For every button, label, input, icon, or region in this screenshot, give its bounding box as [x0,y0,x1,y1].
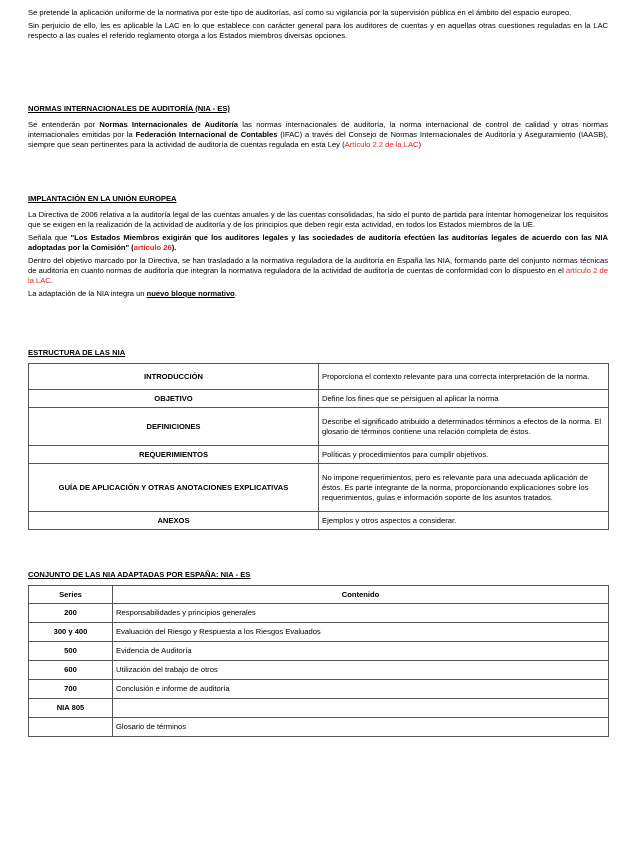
ue-paragraph-1: La Directiva de 2006 relativa a la auditoría legal de las cuentas anuales y de las cuentas consolidadas, ha sido el punto de partida para intentar homogeneizar los requisitos que se exigen en la realización de la actividad de auditoría y de los principios que deben regir esta actividad, en todos los Estados miembros de la UE. [28,210,608,229]
table-row: 700 Conclusión e informe de auditoría [29,680,609,699]
table-row: NIA 805 [29,699,609,718]
estructura-section [28,348,608,530]
table-row: DEFINICIONES Describe el significado atribuido a determinados términos a efectos de la norma. El glosario de términos contiene una relación completa de éstos. [29,408,609,446]
article-2-2-link[interactable]: Artículo 2.2 de la LAC [344,140,419,149]
conjunto-heading: CONJUNTO DE LAS NIA ADAPTADAS POR ESPAÑA: NIA - ES [28,570,251,579]
table-row: GUÍA DE APLICACIÓN Y OTRAS ANOTACIONES EXPLICATIVAS No impone requerimientos, pero es relevante para una adecuada aplicación de éstos. Es parte integrante de la norma, proporcionando explicaciones sobre los requerimientos, guías e información soporte de los asuntos tratados. [29,464,609,512]
table-row: ANEXOS Ejemplos y otros aspectos a considerar. [29,512,609,530]
table-header-row: Series Contenido [29,586,609,604]
intro-paragraph-2: Sin perjuicio de ello, les es aplicable la LAC en lo que establece con carácter general para los auditores de cuentas y en aquellas otras cuestiones reguladas en la LAC respecto a las cuales el referido reglamento otorga a los Estados miembros diversas opciones. [28,21,608,40]
table-row: OBJETIVO Define los fines que se persiguen al aplicar la norma [29,390,609,408]
table-row: INTRODUCCIÓN Proporciona el contexto relevante para una correcta interpretación de la norma. [29,364,609,390]
table-row: 600 Utilización del trabajo de otros [29,661,609,680]
intro-paragraph-1: Se pretende la aplicación uniforme de la normativa por este tipo de auditorías, así como su vigilancia por la supervisión pública en el ámbito del espacio europeo. [28,8,572,17]
intro-block [28,8,608,41]
article-2-link[interactable]: artículo 2 de la LAC [28,266,609,285]
nia-heading: NORMAS INTERNACIONALES DE AUDITORÍA (NIA - ES) [28,104,230,113]
nia-section [28,104,608,150]
ue-paragraph-4: La adaptación de la NIA integra un nuevo bloque normativo. [28,289,237,298]
estructura-heading: ESTRUCTURA DE LAS NIA [28,348,126,357]
table-row: 200 Responsabilidades y principios generales [29,604,609,623]
table-row: 300 y 400 Evaluación del Riesgo y Respuesta a los Riesgos Evaluados [29,623,609,642]
conjunto-section [28,570,608,737]
estructura-table [28,363,609,530]
ue-paragraph-2: Señala que "Los Estados Miembros exigirán que los auditores legales y las sociedades de auditoría efectúen las auditorías legales de acuerdo con las NIA adoptadas por la Comisión" (artículo 26). [28,233,608,252]
conjunto-table [28,585,609,737]
table-row: REQUERIMIENTOS Políticas y procedimientos para cumplir objetivos. [29,446,609,464]
table-row: 500 Evidencia de Auditoría [29,642,609,661]
nia-definition-paragraph: Se entenderán por Normas Internacionales de Auditoría las normas internacionales de auditoría, la norma internacional de control de calidad y otras normas internacionales emitidas por la Federación Internacional de Contables (IFAC) a través del Consejo de Normas Internacionales de Auditoría y Aseguramiento (IAASB), siempre que sean pertinentes para la actividad de auditoría de cuentas regulada en esta Ley (Artículo 2.2 de la LAC) [28,120,608,149]
ue-paragraph-3: Dentro del objetivo marcado por la Directiva, se han trasladado a la normativa reguladora de la auditoría en España las NIA, formando parte del conjunto normas técnicas de auditoría en cuanto normas de auditoría que integran la normativa reguladora de la actividad de auditoría de cuentas de conformidad con lo dispuesto en el artículo 2 de la LAC. [28,256,609,285]
ue-section [28,194,608,299]
article-26-link[interactable]: artículo 26 [133,243,172,252]
table-row: Glosario de términos [29,718,609,737]
ue-heading: IMPLANTACIÓN EN LA UNIÓN EUROPEA [28,194,177,203]
